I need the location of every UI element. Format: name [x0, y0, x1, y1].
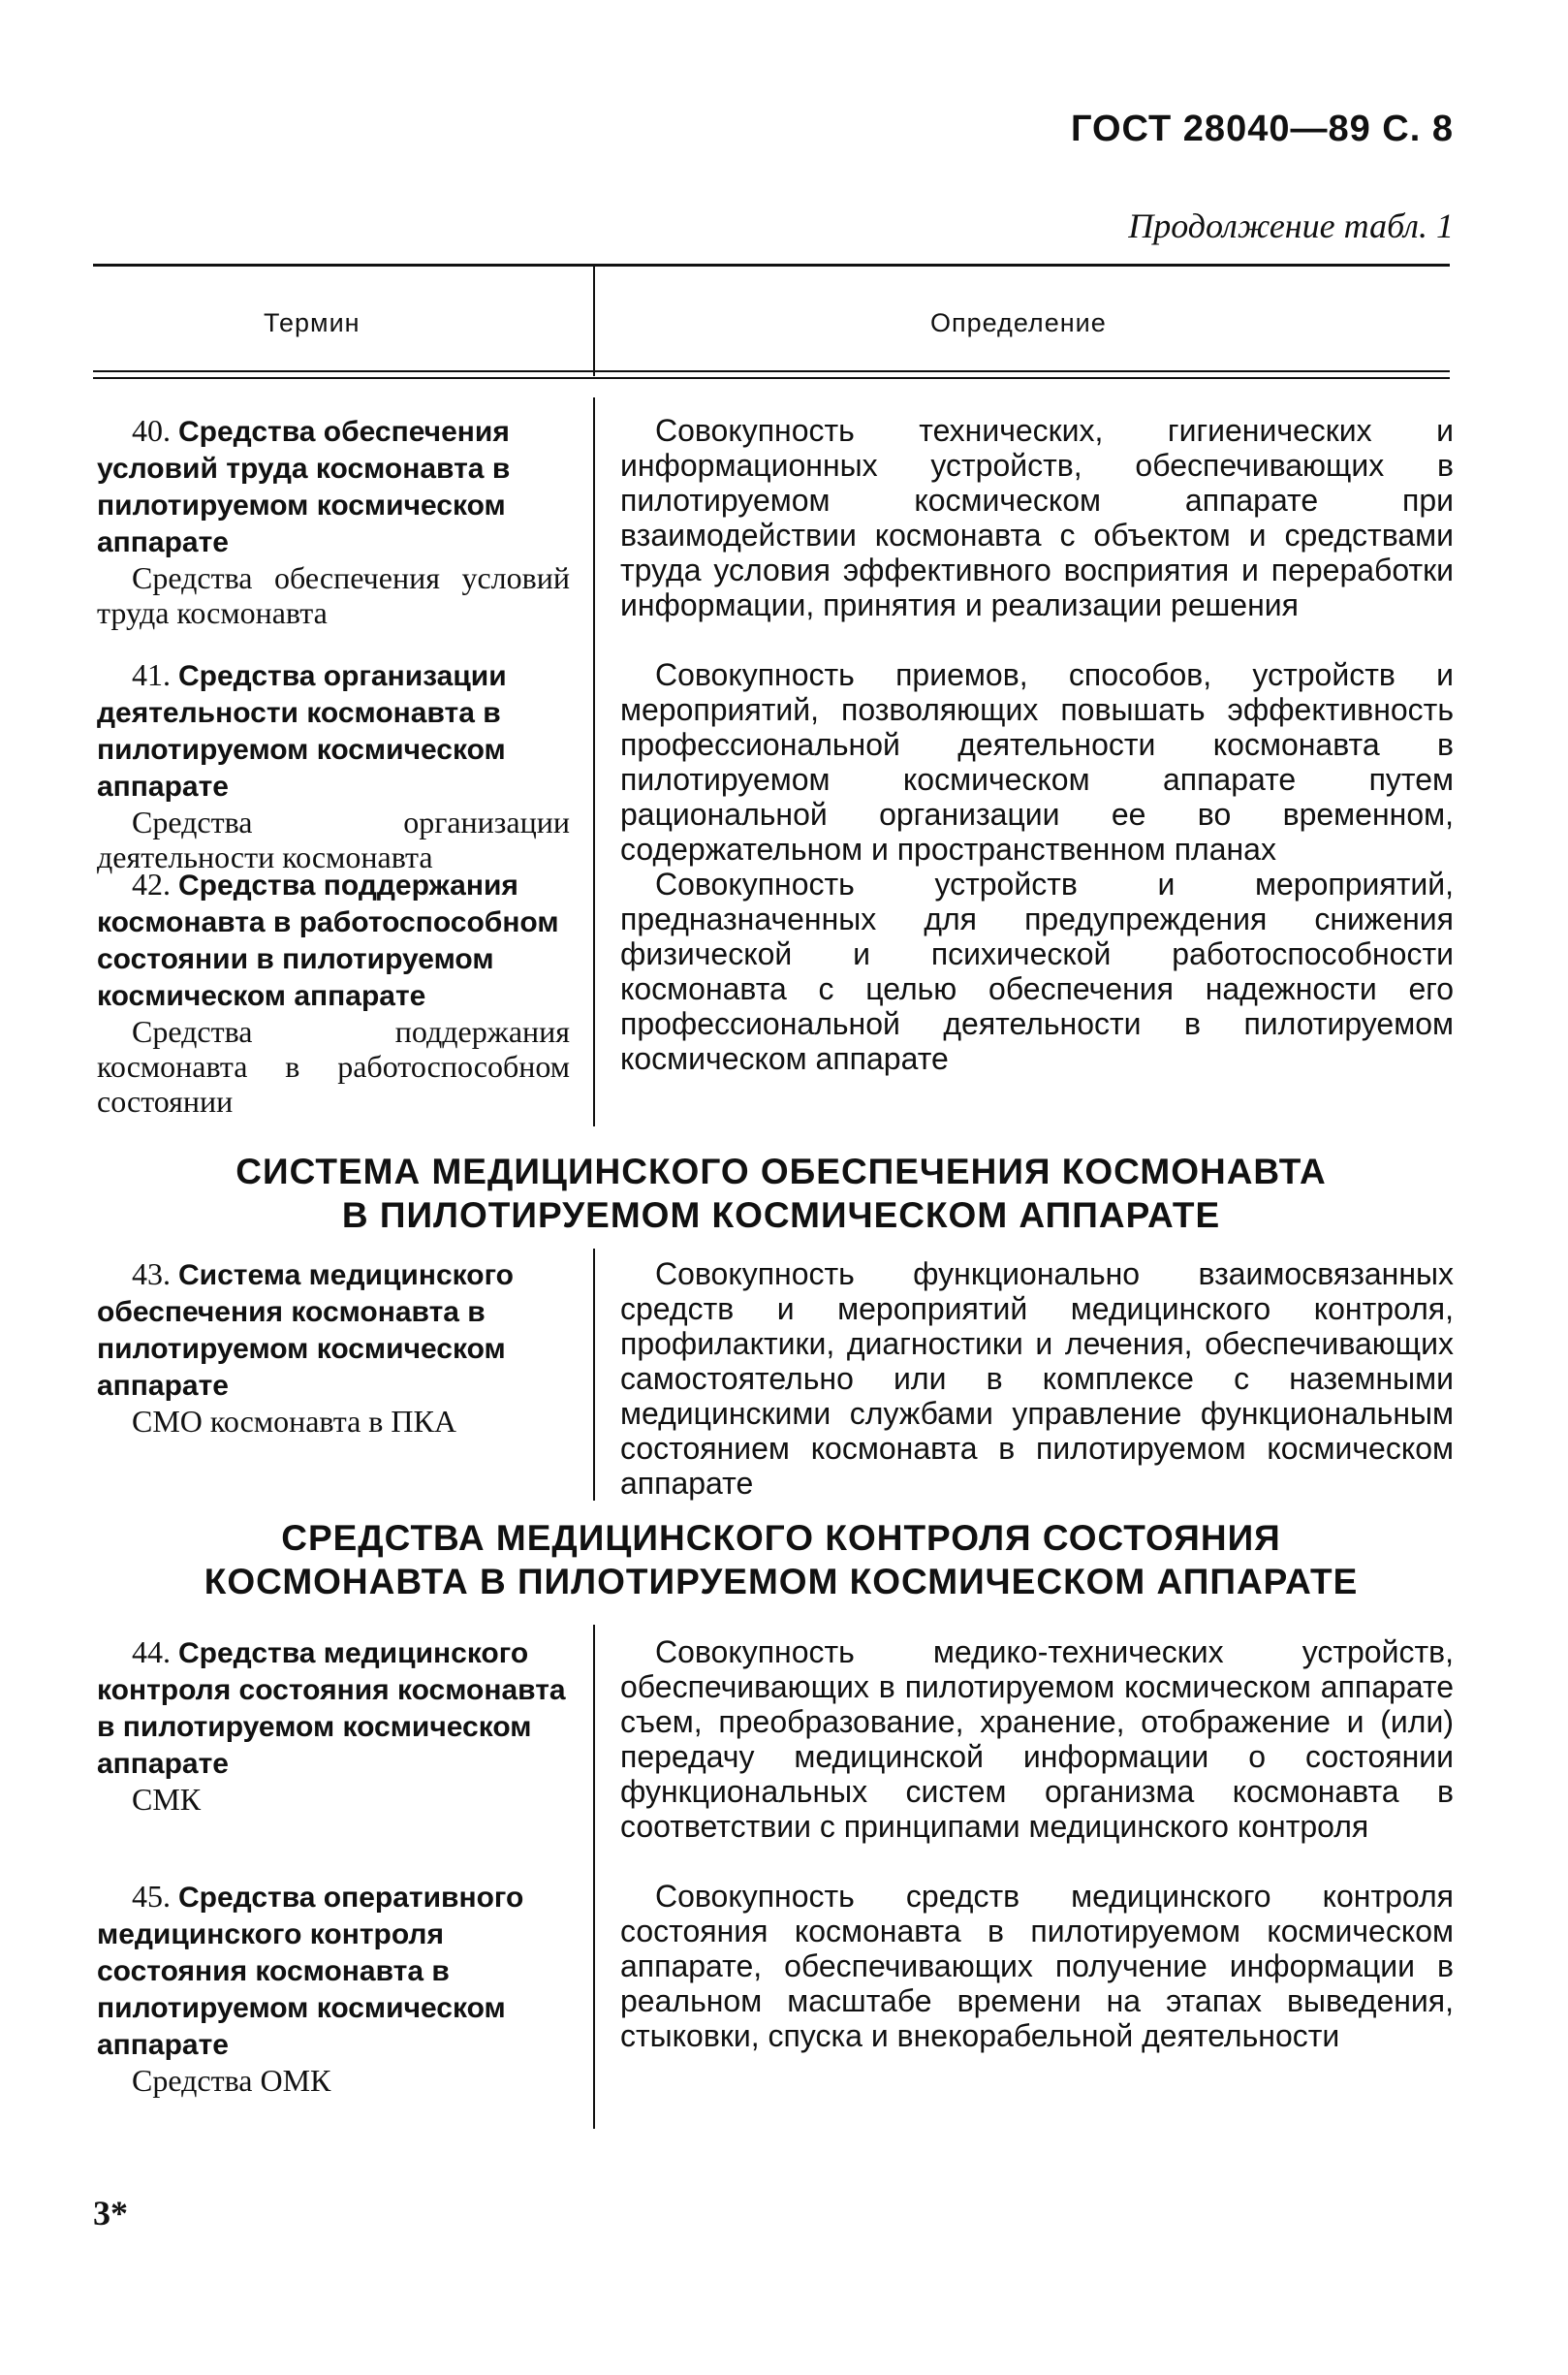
term-name: Средства организации деятельности космонавта в пилотируемом космическом аппарате	[97, 660, 507, 803]
term-number: 43.	[132, 1256, 171, 1291]
term-number: 44.	[132, 1634, 171, 1669]
term-short-form: Средства организации деятельности космонавта	[97, 805, 570, 874]
page-signature-mark: 3*	[93, 2194, 128, 2232]
term-name: Средства медицинского контроля состояния космонавта в пилотируемом космическом аппарате	[97, 1637, 566, 1780]
term-entry-40	[97, 413, 570, 630]
table-top-rule	[93, 264, 1450, 267]
section-heading-line: СИСТЕМА МЕДИЦИНСКОГО ОБЕСПЕЧЕНИЯ КОСМОНАВТА	[235, 1152, 1327, 1191]
section-heading-medical-support	[93, 1150, 1469, 1237]
definition-entry-40: Совокупность технических, гигиенических и информационных устройств, обеспечивающих в пилотируемом космическом аппарате при взаимодействии космонавта с объектом и средствами труда условия эффективного восприятия и переработки информации, принятия и реализации решения	[620, 413, 1454, 622]
term-short-form: Средства ОМК	[132, 2063, 331, 2098]
term-number: 40.	[132, 413, 171, 448]
term-short-form: Средства обеспечения условий труда космонавта	[97, 560, 570, 630]
term-number: 42.	[132, 867, 171, 902]
section-heading-line: В ПИЛОТИРУЕМОМ КОСМИЧЕСКОМ АППАРАТЕ	[341, 1195, 1221, 1235]
table-continuation-label: Продолжение табл. 1	[1128, 206, 1454, 245]
header-rule-2	[93, 377, 1450, 379]
term-short-form: СМО космонавта в ПКА	[132, 1404, 456, 1439]
column-divider-block-3	[593, 1625, 595, 2129]
column-header-definition: Определение	[930, 308, 1107, 337]
definition-entry-45: Совокупность средств медицинского контроля состояния космонавта в пилотируемом космическом аппарате, обеспечивающих получение информации в реальном масштабе времени на этапах выведения, стыковки, спуска и внекорабельной деятельности	[620, 1879, 1454, 2053]
term-name: Средства обеспечения условий труда космонавта в пилотируемом космическом аппарате	[97, 416, 511, 558]
header-rule-1	[93, 370, 1450, 372]
definition-entry-44: Совокупность медико-технических устройств, обеспечивающих в пилотируемом космическом аппарате съем, преобразование, хранение, отображение и (или) передачу медицинской информации о состоянии функциональных систем организма космонавта в соответствии с принципами медицинского контроля	[620, 1634, 1454, 1844]
definition-entry-42: Совокупность устройств и мероприятий, предназначенных для предупреждения снижения физической и психической работоспособности космонавта с целью обеспечения надежности его профессиональной деятельности в пилотируемом космическом аппарате	[620, 867, 1454, 1076]
term-entry-44	[97, 1634, 570, 1817]
term-entry-42	[97, 867, 570, 1119]
term-number: 45.	[132, 1879, 171, 1914]
column-divider-block-2	[593, 1249, 595, 1501]
term-number: 41.	[132, 657, 171, 692]
section-heading-line: КОСМОНАВТА В ПИЛОТИРУЕМОМ КОСМИЧЕСКОМ АППАРАТЕ	[204, 1562, 1359, 1601]
section-heading-line: СРЕДСТВА МЕДИЦИНСКОГО КОНТРОЛЯ СОСТОЯНИЯ	[281, 1518, 1281, 1558]
document-reference: ГОСТ 28040—89 С. 8	[1070, 109, 1454, 149]
definition-entry-43: Совокупность функционально взаимосвязанных средств и мероприятий медицинского контроля, профилактики, диагностики и лечения, обеспечивающих самостоятельно или в комплексе с наземными медицинскими службами управление функциональным состоянием космонавта в пилотируемом космическом аппарате	[620, 1256, 1454, 1501]
term-name: Система медицинского обеспечения космонавта в пилотируемом космическом аппарате	[97, 1259, 515, 1402]
section-heading-medical-control	[93, 1516, 1469, 1603]
column-header-term: Термин	[264, 308, 361, 337]
header-column-divider	[593, 266, 595, 376]
term-entry-45	[97, 1879, 570, 2098]
column-divider-block-1	[593, 397, 595, 1126]
term-entry-43	[97, 1256, 570, 1439]
term-entry-41	[97, 657, 570, 874]
term-short-form: Средства поддержания космонавта в работоспособном состоянии	[97, 1014, 570, 1119]
term-name: Средства поддержания космонавта в работоспособном состоянии в пилотируемом космическом аппарате	[97, 870, 559, 1012]
term-name: Средства оперативного медицинского контроля состояния космонавта в пилотируемом космическом аппарате	[97, 1882, 524, 2061]
term-short-form: СМК	[132, 1782, 202, 1817]
definition-entry-41: Совокупность приемов, способов, устройств и мероприятий, позволяющих повышать эффективность профессиональной деятельности космонавта в пилотируемом космическом аппарате путем рациональной организации ее во временном, содержательном и пространственном планах	[620, 657, 1454, 867]
